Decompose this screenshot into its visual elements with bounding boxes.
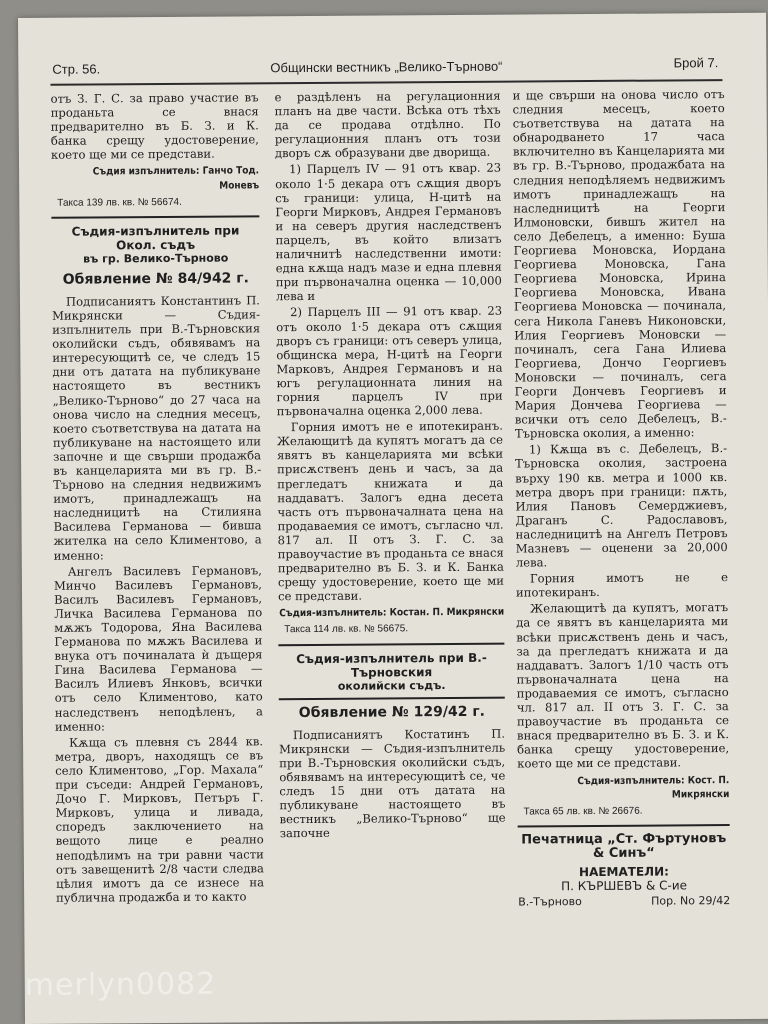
paragraph: Желающитѣ да купятъ, могатъ да се явятъ въ канцеларията ми всѣки присѫственъ день и часъ, за да прегледатъ книжата и да наддаватъ. Залогъ 1/10 часть отъ първоначалната цена на продаваемия се имотъ, съгласно чл. 817 ал. II отъ З. Г. С. за правоучастие въ проданьта се внася предварително въ Б. З. и К. банка срещу удостоверение, което ще ми се представи.	[516, 600, 730, 771]
printer-imprint	[518, 824, 731, 910]
page-header	[50, 43, 722, 86]
printer-city: В.-Търново	[518, 895, 582, 909]
paragraph: и ще свърши на онова число отъ следния месецъ, което съответствува на датата на обнародването 17 часа включително въ Канцеларията ми въ гр. В.-Търново, продажбата на следния неподѣляемъ недвижимъ имотъ принадлежащъ на наследницитѣ на Георги Илмоновски, бившъ жител на село Дебелецъ, а именно: Буша Георгиева Моновска, Иордана Георгиева Моновска, Гана Георгиева Моновска, Ирина Георгиева Моновска, Ивана Георгиева Моновска — починала, сега Никола Ганевъ Никоновски, Илия Георгиевъ Моновски — починалъ, сега Гана Илиева Георгиева, Дончо Георгиевъ Моновски — починалъ, сега Георги Дончевъ Георгиевъ и Мария Дончева Георгиева — всички отъ село Дебелецъ, В.-Търновска околия, а именно:	[512, 87, 727, 441]
signature-line: Съдия-изпълнитель: Кост. П. Микрянски	[577, 774, 730, 801]
column-1	[51, 90, 265, 906]
paragraph: Подписаниятъ Костатинъ П. Микрянски — Съдия-изпълнитель при В.-Търновския околийски съдъ, обявявамъ на интересующитѣ се, че следъ 15 дни отъ датата на публикуване настоящето въ вестникъ „Велико-Търново“ ще започне	[279, 726, 506, 841]
court-heading	[278, 650, 504, 694]
paragraph: отъ З. Г. С. за право участие въ проданьта се внася предварително въ Б. З. и К. банка срещу удостоверение, което ще ми се представи.	[50, 90, 259, 163]
watermark: merlyn0082	[24, 966, 217, 1003]
newspaper-page	[18, 13, 768, 1024]
announcement-title: Обявление № 129/42 г.	[298, 703, 485, 721]
paragraph: Ангелъ Василевъ Германовъ, Минчо Василевъ Германовъ, Василъ Василевъ Германовъ, Личка Василева Германова по мѫжъ Тодорова, Яна Василева Германова по мѫжъ Василева и внука отъ починалата ѝ дъщеря Гина Василева Германова — Василъ Илиевъ Янковъ, всички отъ село Климентово, като наследственъ неподѣленъ, а именно:	[53, 562, 263, 734]
divider	[279, 696, 505, 700]
issue-number: Брой 7.	[673, 55, 719, 71]
paragraph: Горния имотъ не е ипотекиранъ. Желающитѣ да купятъ могатъ да се явятъ въ канцеларията ми всѣки присѫственъ день и часъ, за да прегледатъ книжата и да наддаватъ. Залогъ една десета часть отъ първоначалната цена на продаваемия се имотъ, съгласно чл. 817 ал. II отъ З. Г. С. за правоучастие въ проданьта се внася предварително въ Б. З. и К. Банка срещу удостоверение, което ще ми се представи.	[276, 418, 504, 604]
imprint-row	[518, 894, 730, 910]
tax-line: Такса 114 лв. кв. № 56675.	[284, 623, 409, 636]
paragraph: 1) Парцелъ IV — 91 отъ квар. 23 около 1·5 декара отъ сѫщия дворъ съ граници: улица, Н-цитѣ на Георги Мирковъ, Андрея Германовъ и на северъ другия наследственъ парцелъ, въ който влизатъ наличнитѣ наследственни имоти: една кѫща надъ мазе и една плевня при първоначална оценка — 10,000 лева и	[275, 161, 502, 304]
court-title: Съдия-изпълнитель при В.-Търновския	[296, 650, 487, 680]
tax-line: Такса 65 лв. кв. № 26676.	[523, 805, 643, 818]
court-title: Съдия-изпълнитель при Окол. съдъ	[71, 223, 240, 253]
paragraph: 2) Парцелъ III — 91 отъ квар. 23 отъ около 1·5 декара отъ сѫщия дворъ съ граници: отъ северъ улица, общинска мера, Н-цитѣ на Георги Марковъ, Андрея Германовъ и на югъ регулационната линия на горния парцелъ IV при първоначална оценка 2,000 лева.	[276, 304, 503, 419]
signature-line: Съдия изпълнитель: Ганчо Тод. Моневъ	[92, 165, 260, 192]
signature-line: Съдия-изпълнитель: Костан. П. Микрянски	[279, 606, 505, 620]
divider	[278, 642, 504, 646]
tenant-name: П. КЪРШЕВЪ & С-ие	[561, 878, 688, 894]
order-number: Пор. No 29/42	[650, 894, 731, 908]
paragraph: Подписаниятъ Константинъ П. Микрянски — Съдия-изпълнитель при В.-Търновския околийски съдъ, обявявамъ на интересующитѣ се, че следъ 15 дни отъ датата на публикуване настоящето въ вестникъ „Велико-Търново“ до 27 часа на онова число на следния месецъ, което съответствува на датата на публикуване на настоящето или започне и ще свърши продажба въ канцеларията ми въ гр. В.-Търново на следния недвижимъ имотъ, принадлежащъ на наследницитѣ на Стилияна Василева Германова — бивша жителка на село Климентово, а именно:	[52, 293, 262, 563]
tax-line: Такса 139 лв. кв. № 56674.	[57, 196, 182, 209]
paragraph: е раздѣленъ на регулационния планъ на две части. Всѣка отъ тѣхъ да се продава отдѣлно. По регулационния планъ отъ този дворъ сѫ образувани две дворища.	[274, 88, 501, 161]
paragraph: Кѫща съ плевня съ 2844 кв. метра, дворъ, находящъ се въ село Климентово, „Гор. Махала“ при съседи: Андрей Германовъ, Дочо Г. Мирковъ, Петъръ Г. Мирковъ, улица и ливада, споредъ заключението на вещото лице е реално неподѣлимъ на три равни части отъ завещенитѣ 2/8 части следва цѣлия имотъ да се изнесе на публична продажба и то както	[55, 734, 265, 905]
column-2	[275, 89, 506, 843]
paragraph: Горния имотъ не е ипотекиранъ.	[515, 570, 728, 600]
column-3	[513, 87, 731, 910]
divider	[51, 215, 259, 218]
tenants-label: НАЕМАТЕЛИ:	[578, 864, 669, 880]
page-number: Стр. 56.	[52, 61, 101, 77]
printer-name: Печатница „Ст. Фъртуновъ & Синъ“	[521, 830, 727, 861]
court-subtitle: въ гр. Велико-Търново	[83, 251, 229, 266]
court-heading	[51, 223, 259, 266]
paragraph: 1) Кѫща въ с. Дебелецъ, В.-Търновска околия, застроена върху 190 кв. метра и 1000 кв. метра дворъ при граници: пѫть, Илия Пановъ Семерджиевъ, Драганъ С. Радославовъ, наследницитѣ на Ангелъ Петровъ Мазневъ — оценени за 20,000 лева.	[515, 441, 728, 570]
announcement-title: Обявление № 84/942 г.	[62, 270, 249, 288]
court-subtitle: околийски съдъ.	[337, 678, 446, 693]
newspaper-title: Общински вестникъ „Велико-Търново“	[270, 58, 503, 76]
